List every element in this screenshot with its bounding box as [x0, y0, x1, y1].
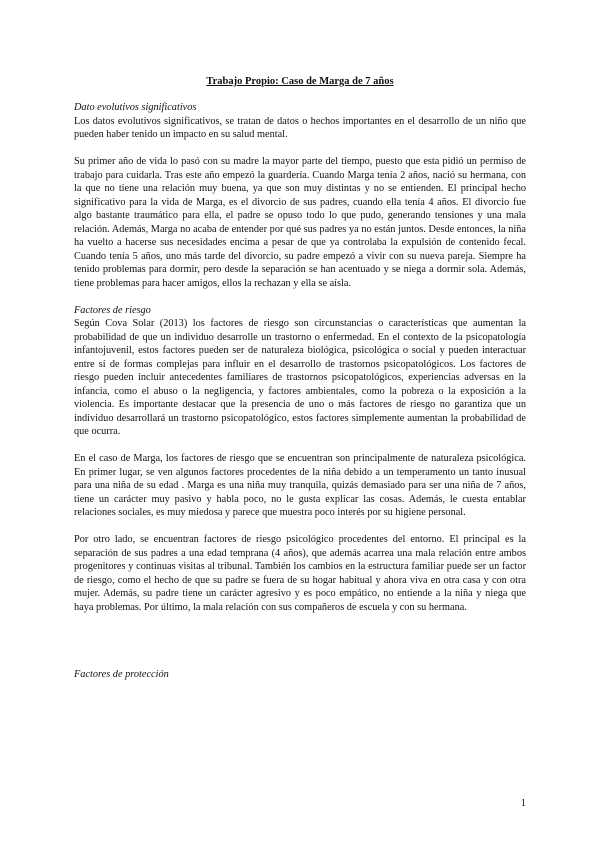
paragraph: Los datos evolutivos significativos, se tratan de datos o hechos importantes en el desarrollo de un niño que pueden haber tenido un impacto en su salud mental.: [74, 115, 526, 140]
paragraph-spacer: [74, 614, 526, 668]
paragraph-spacer: [74, 520, 526, 534]
paragraph: Su primer año de vida lo pasó con su madre la mayor parte del tiempo, puesto que esta pidió un permiso de trabajo para cuidarla. Tras este año empezó la guardería. Cuando Marga tenía 2 años, nació su hermana, con la que no tiene una relación muy buena, ya que son muy distintas y no se entienden. El principal hecho significativo para la vida de Marga, es el divorcio de sus padres, cuando ella tenía 4 años. El divorcio fue algo bastante traumático para ella, el padre se opuso todo lo que pudo, generando tensiones y una mala relación. Además, Marga no acaba de entender por qué sus padres ya no están juntos. Desde entonces, la niña ha vuelto a hacerse sus necesidades encima a pesar de que ya controlaba la expulsión de contenido fecal. Cuando tenía 5 años, uno más tarde del divorcio, su padre empezó a vivir con su nueva pareja. Siempre ha tenido problemas para dormir, pero desde la separación se han acentuado y se niega a dormir sola. Además, tiene problemas para hacer amigos, ellos la rechazan y ella se aísla.: [74, 156, 526, 289]
paragraph: Según Cova Solar (2013) los factores de riesgo son circunstancias o características que aumentan la probabilidad de que un individuo desarrolle un trastorno o enfermedad. En el contexto de la psicopatología infantojuvenil, estos factores pueden ser de naturaleza biológica, psicológica o social y pueden interactuar entre sí de formas complejas para influir en el desarrollo de trastornos psicopatológicos. Los factores de riesgo pueden incluir antecedentes familiares de trastornos psicopatológicos, experiencias adversas en la infancia, como el abuso o la negligencia, y factores ambientales, como la pobreza o la exposición a la violencia. Es importante destacar que la presencia de uno o más factores de riesgo no garantiza que un individuo desarrollará un trastorno psicopatológico, estos factores simplemente aumentan la probabilidad de que ocurra.: [74, 318, 526, 437]
paragraph-spacer: [74, 142, 526, 156]
section-heading-factores-de-riesgo: Factores de riesgo: [74, 304, 151, 316]
paragraph: Por otro lado, se encuentran factores de riesgo psicológico procedentes del entorno. El principal es la separación de sus padres a una edad temprana (4 años), que además acarrea una mala relación entre ambos progenitores y continuas visitas al tribunal. También los cambios en la estructura familiar puede ser un factor de riesgo, como el hecho de que su padre se fuera de su hogar habitual y ahora viva en otra casa y con otra mujer. Además, su padre tiene un carácter agresivo y es poco empático, no entiende a la niña y niega que haya problemas. Por último, la mala relación con sus compañeros de escuela y con su hermana.: [74, 534, 526, 613]
section-heading-factores-de-proteccion: Factores de protección: [74, 669, 169, 680]
page-number: 1: [520, 798, 526, 809]
document-title: Trabajo Propio: Caso de Marga de 7 años: [206, 76, 394, 87]
paragraph: En el caso de Marga, los factores de riesgo que se encuentran son principalmente de naturaleza psicológica. En primer lugar, se ven algunos factores procedentes de la niña debido a un temperamento un tanto inusual para una niña de su edad . Marga es una niña muy tranquila, quizás demasiado para ser una niña de 7 años, tiene un carácter muy pasivo y habla poco, no le gusta explicar las cosas. Además, le cuesta entablar relaciones sociales, es muy miedosa y parece que muestra poco interés por su higiene personal.: [74, 453, 526, 518]
document-body: [74, 101, 526, 682]
paragraph-spacer: [74, 290, 526, 304]
paragraph-spacer: [74, 439, 526, 453]
section-heading-datos-evolutivos: Dato evolutivos significativos: [74, 102, 197, 113]
